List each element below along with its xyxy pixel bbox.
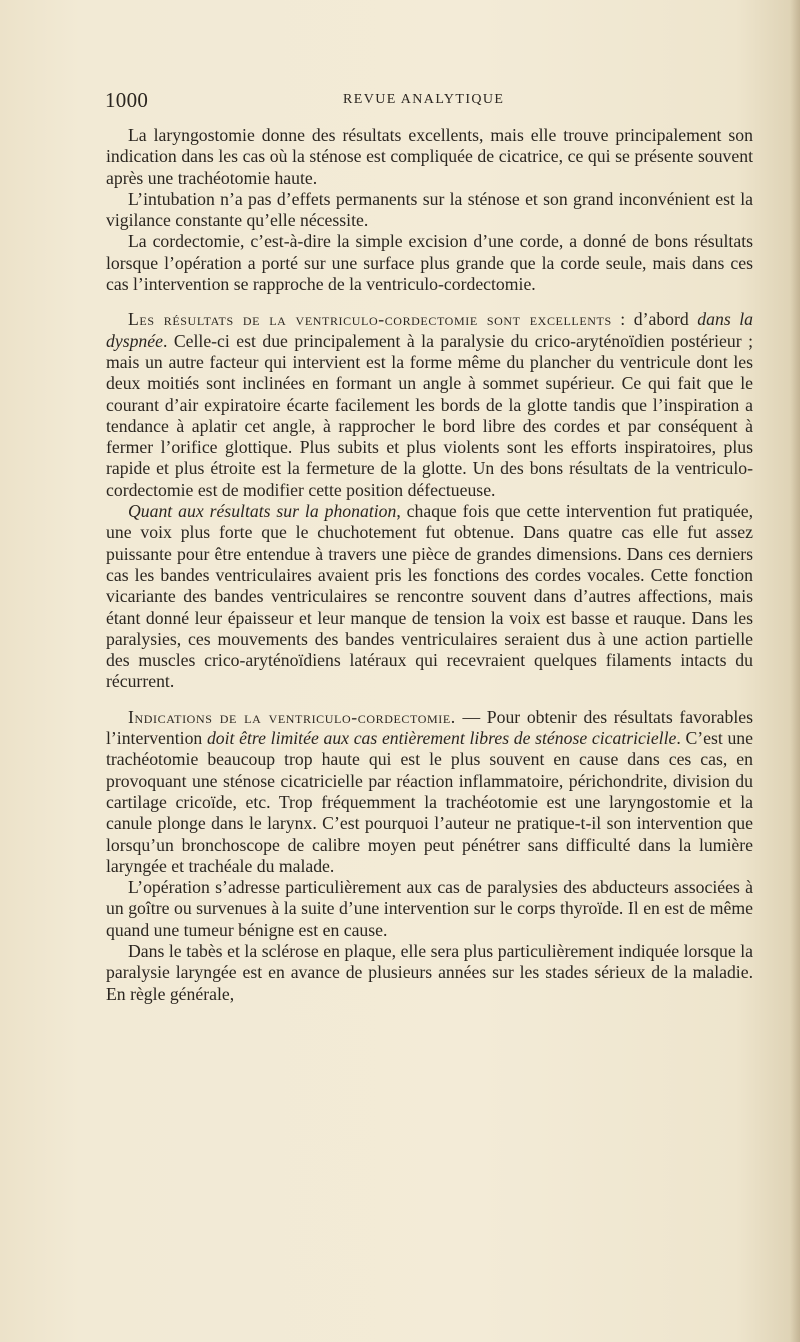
paragraph-tabes: Dans le tabès et la sclérose en plaque, elle sera plus particulièrement indiquée lorsque la paralysie laryngée est en avance de plusieurs années sur les stades sérieux de la maladie. En règle générale,: [106, 940, 753, 1004]
paragraph-resultats: [106, 309, 753, 501]
phonation-italic: Quant aux résultats sur la phonation: [128, 501, 397, 522]
page-header: [105, 88, 755, 118]
indications-lead: — Pour obtenir des résultats favorables l’intervention: [106, 706, 753, 749]
section-heading-indications: Indications de la ventriculo-cordectomie.: [128, 706, 456, 727]
indications-text: . C’est une trachéotomie beaucoup trop haute qui est le plus souvent en cause dans ces cas, en provoquant une sténose cicatricielle par réaction inflammatoire, périchondrite, division du cartilage cricoïde, etc. Trop fréquemment la trachéotomie est une laryngostomie et la canule plonge dans le larynx. C’est pourquoi l’auteur ne pratique-t-il son intervention que lorsqu’un bronchoscope de calibre moyen peut pénétrer sans difficulté dans la lumière laryngée et trachéale du malade.: [106, 728, 753, 876]
phonation-text: , chaque fois que cette intervention fut pratiquée, une voix plus forte que le chuchotement fut obtenue. Dans quatre cas elle fut assez puissante pour être entendue à travers une pièce de grandes dimensions. Dans ces derniers cas les bandes ventriculaires avaient pris les fonctions des cordes vocales. Cette fonction vicariante des bandes ventriculaires se rencontre souvent dans d’autres affections, mais étant donné leur épaisseur et leur manque de tension la voix est basse et rauque. Dans les paralysies, ces mouvements des bandes ventriculaires seraient dus à une action partielle des muscles crico-aryténoïdiens latéraux qui recevraient quelques filaments intacts du récurrent.: [106, 501, 753, 692]
paragraph-operation: L’opération s’adresse particulièrement aux cas de paralysies des abducteurs associées à un goître ou survenues à la suite d’une intervention sur le corps thyroïde. Il en est de même quand une tumeur bénigne est en cause.: [106, 877, 753, 940]
resultats-lead: : d’abord: [611, 309, 698, 330]
paragraph-phonation: [106, 501, 753, 693]
paragraph-indications: [106, 707, 753, 877]
section-heading-resultats: Les résultats de la ventriculo-cordectomie sont excellents: [128, 309, 612, 330]
resultats-dyspnee-italic: dans la dyspnée: [106, 309, 753, 351]
body-text: [106, 125, 753, 1005]
indications-italic: doit être limitée aux cas entièrement libres de sténose cicatricielle: [206, 728, 677, 749]
paragraph-laryngostomie: La laryngostomie donne des résultats excellents, mais elle trouve principalement son indication dans les cas où la sténose est compliquée de cicatrice, ce qui se présente souvent après une trachéotomie haute.: [106, 125, 753, 188]
paragraph-intubation: L’intubation n’a pas d’effets permanents sur la sténose et son grand inconvénient est la vigilance constante qu’elle nécessite.: [106, 188, 753, 231]
resultats-text: . Celle-ci est due principalement à la paralysie du crico-aryténoïdien postérieur ; mais un autre facteur qui intervient est la forme même du plancher du ventricule dont les deux moitiés sont inclinées en formant un angle à sommet supérieur. Ce qui fait que le courant d’air expiratoire écarte facilement les bords de la glotte tandis que l’inspiration a tendance à aplatir cet angle, à rapprocher le bord libre des cordes et par conséquent à fermer l’orifice glottique. Plus subits et plus violents sont les efforts inspiratoires, plus rapide et plus étroite est la fermeture de la glotte. Un des bons résultats de la ventriculo-cordectomie est de modifier cette position défectueuse.: [106, 330, 753, 500]
running-title: REVUE ANALYTIQUE: [343, 92, 505, 107]
paragraph-cordectomie: La cordectomie, c’est-à-dire la simple excision d’une corde, a donné de bons résultats lorsque l’opération a porté sur une surface plus grande que la corde seule, mais dans ces cas l’intervention se rapproche de la ventriculo-cordectomie.: [106, 231, 753, 295]
page-number: 1000: [105, 88, 149, 112]
